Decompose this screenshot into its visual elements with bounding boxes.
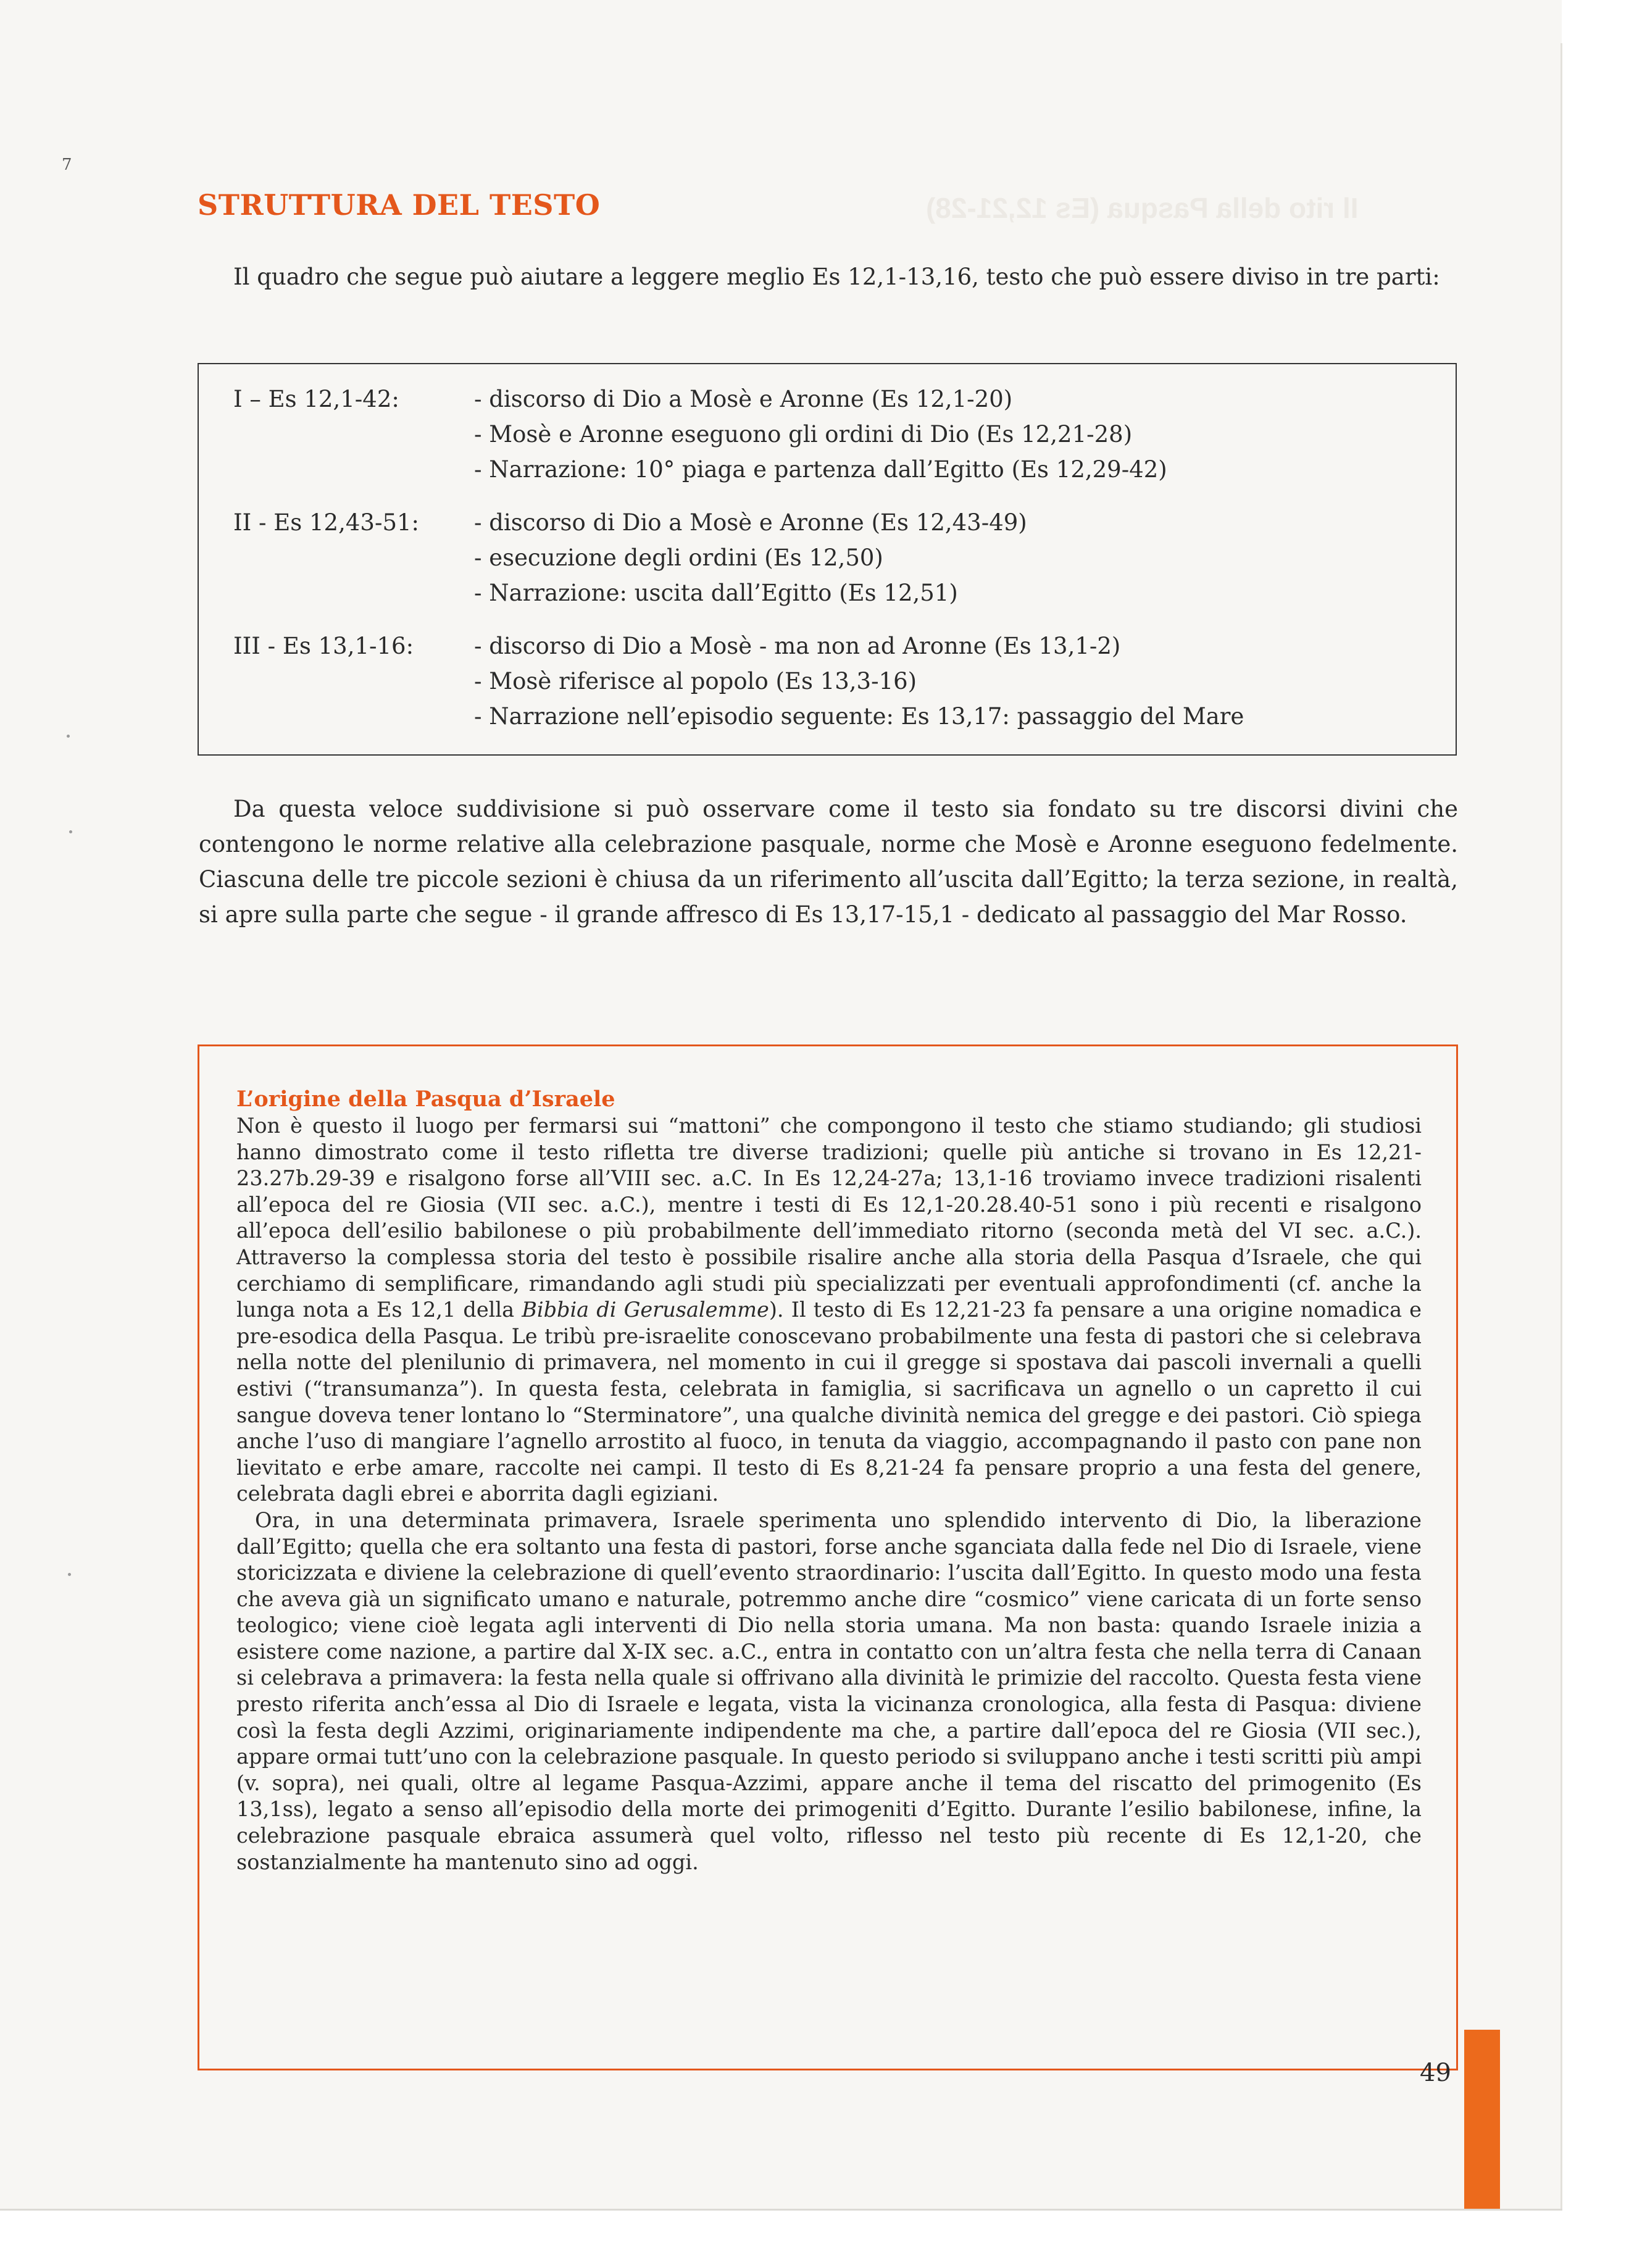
intro-text: Il quadro che segue può aiutare a leggere meglio Es 12,1-13,16, testo che può essere diviso in tre parti: — [233, 264, 1440, 290]
structure-part-label: I – Es 12,1-42: — [233, 386, 399, 412]
structure-item: - Mosè e Aronne eseguono gli ordini di Dio (Es 12,21-28) — [474, 421, 1133, 448]
sidebar-para1-a: Non è questo il luogo per fermarsi sui “mattoni” che compongono il testo che stiamo studiando; gli studiosi hanno dimostrato come il testo rifletta tre diverse tradizioni; quelle più antiche si trovano in Es 12,21-23.27b.29-39 e risalgono forse all’VIII sec. a.C. In Es 12,24-27a; 13,1-16 troviamo invece tradizioni risalenti all’epoca del re Giosia (VII sec. a.C.), mentre i testi di Es 12,1-20.28.40-51 sono i più recenti e risalgono all’epoca dell’esilio babilonese o più probabilmente dell’immediato ritorno (seconda metà del VI sec. a.C.). Attraverso la complessa storia del testo è possibile risalire anche alla storia della Pasqua d’Israele, che qui cerchiamo di semplificare, rimandando agli studi più specializzati per eventuali approfondimenti (cf. anche la lunga nota a Es 12,1 della — [236, 1114, 1422, 1322]
section-title: STRUTTURA DEL TESTO — [198, 188, 601, 222]
structure-item: - esecuzione degli ordini (Es 12,50) — [474, 544, 883, 571]
sidebar-box — [198, 1044, 1458, 2070]
structure-item: - Narrazione: 10° piaga e partenza dall’Egitto (Es 12,29-42) — [474, 456, 1167, 483]
structure-item: - Narrazione: uscita dall’Egitto (Es 12,51) — [474, 580, 958, 606]
margin-dot — [67, 735, 70, 738]
page-number: 49 — [1420, 2059, 1451, 2087]
margin-number: 7 — [62, 156, 72, 174]
analysis-text: Da questa veloce suddivisione si può osservare come il testo sia fondato su tre discorsi divini che contengono le norme relative alla celebrazione pasquale, norme che Mosè e Aronne eseguono fedelmente. Ciascuna delle tre piccole sezioni è chiusa da un riferimento all’uscita dall’Egitto; la terza sezione, in realtà, si apre sulla parte che segue - il grande affresco di Es 13,17-15,1 - dedicato al passaggio del Mar Rosso. — [199, 796, 1458, 928]
structure-part-items — [474, 628, 1244, 734]
structure-item: - discorso di Dio a Mosè - ma non ad Aronne (Es 13,1-2) — [474, 633, 1121, 659]
page-right-edge — [1560, 43, 1562, 2210]
sidebar-para1-b: ). Il testo di Es 12,21-23 fa pensare a una origine nomadica e pre-esodica della Pasqua. Le tribù pre-israelite conoscevano probabilmente una festa di pastori che si celebrava nella notte del plenilunio di primavera, nel momento in cui il gregge si spostava dai pascoli invernali a quelli estivi (“transumanza”). In questa festa, celebrata in famiglia, si sacrificava un agnello o un capretto il cui sangue doveva tener lontano lo “Sterminatore”, una qualche divinità nemica del gregge e dei pastori. Ciò spiega anche l’uso di mangiare l’agnello arrostito al fuoco, in tenuta da viaggio, accompagnando il pasto con pane non lievitato e erbe amare, raccolte nei campi. Il testo di Es 8,21-24 fa pensare proprio a una festa del genere, celebrata dagli ebrei e aborrita dagli egiziani. — [236, 1298, 1422, 1506]
sidebar-book-title: Bibbia di Gerusalemme — [522, 1298, 769, 1322]
structure-item: - discorso di Dio a Mosè e Aronne (Es 12,43-49) — [474, 509, 1027, 536]
structure-part-label: III - Es 13,1-16: — [233, 633, 414, 659]
structure-part-items — [474, 505, 1027, 611]
sidebar-body — [236, 1113, 1422, 1875]
margin-dot — [68, 1573, 71, 1576]
structure-item: - Narrazione nell’episodio seguente: Es 13,17: passaggio del Mare — [474, 703, 1244, 730]
analysis-paragraph — [199, 791, 1458, 932]
structure-item: - discorso di Dio a Mosè e Aronne (Es 12,1-20) — [474, 386, 1013, 412]
sidebar-para2: Ora, in una determinata primavera, Israele sperimenta uno splendido intervento di Dio, la liberazione dall’Egitto; quella che era soltanto una festa di pastori, forse anche sganciata dalla fede nel Dio di Israele, viene storicizzata e diviene la celebrazione di quell’evento straordinario: l’uscita dall’Egitto. In questo modo una festa che aveva già un significato umano e naturale, potremmo anche dire “cosmico” viene caricata di un forte senso teologico; viene cioè legata agli interventi di Dio nella storia umana. Ma non basta: quando Israele inizia a esistere come nazione, a partire dal X-IX sec. a.C., entra in contatto con un’altra festa che nella terra di Canaan si celebrava a primavera: la festa nella quale si offrivano alla divinità le primizie del raccolto. Questa festa viene presto riferita anch’essa al Dio di Israele e legata, vista la vicinanza cronologica, alla festa di Pasqua: diviene così la festa degli Azzimi, originariamente indipendente ma che, a partire dall’epoca del re Giosia (VII sec.), appare ormai tutt’uno con la celebrazione pasquale. In questo periodo si sviluppano anche i testi scritti più ampi (v. sopra), nei quali, oltre al legame Pasqua-Azzimi, appare anche il tema del riscatto del primogenito (Es 13,1ss), legato a senso all’episodio della morte dei primogeniti d’Egitto. Durante l’esilio babilonese, infine, la celebrazione pasquale ebraica assumerà quel volto, riflesso nel testo più recente di Es 12,1-20, che sostanzialmente ha mantenuto sino ad oggi. — [236, 1507, 1422, 1874]
bleed-through-heading: Il rito della Pasqua (Es 12,21-28) — [926, 192, 1359, 224]
margin-dot — [69, 830, 72, 833]
structure-part-items — [474, 381, 1167, 487]
page-bottom-edge — [0, 2209, 1562, 2211]
intro-paragraph — [199, 259, 1458, 295]
orange-edge-tab — [1464, 2030, 1500, 2209]
sidebar-title: L’origine della Pasqua d’Israele — [236, 1086, 615, 1112]
structure-part-label: II - Es 12,43-51: — [233, 509, 419, 536]
structure-table — [198, 363, 1457, 756]
structure-item: - Mosè riferisce al popolo (Es 13,3-16) — [474, 668, 917, 694]
